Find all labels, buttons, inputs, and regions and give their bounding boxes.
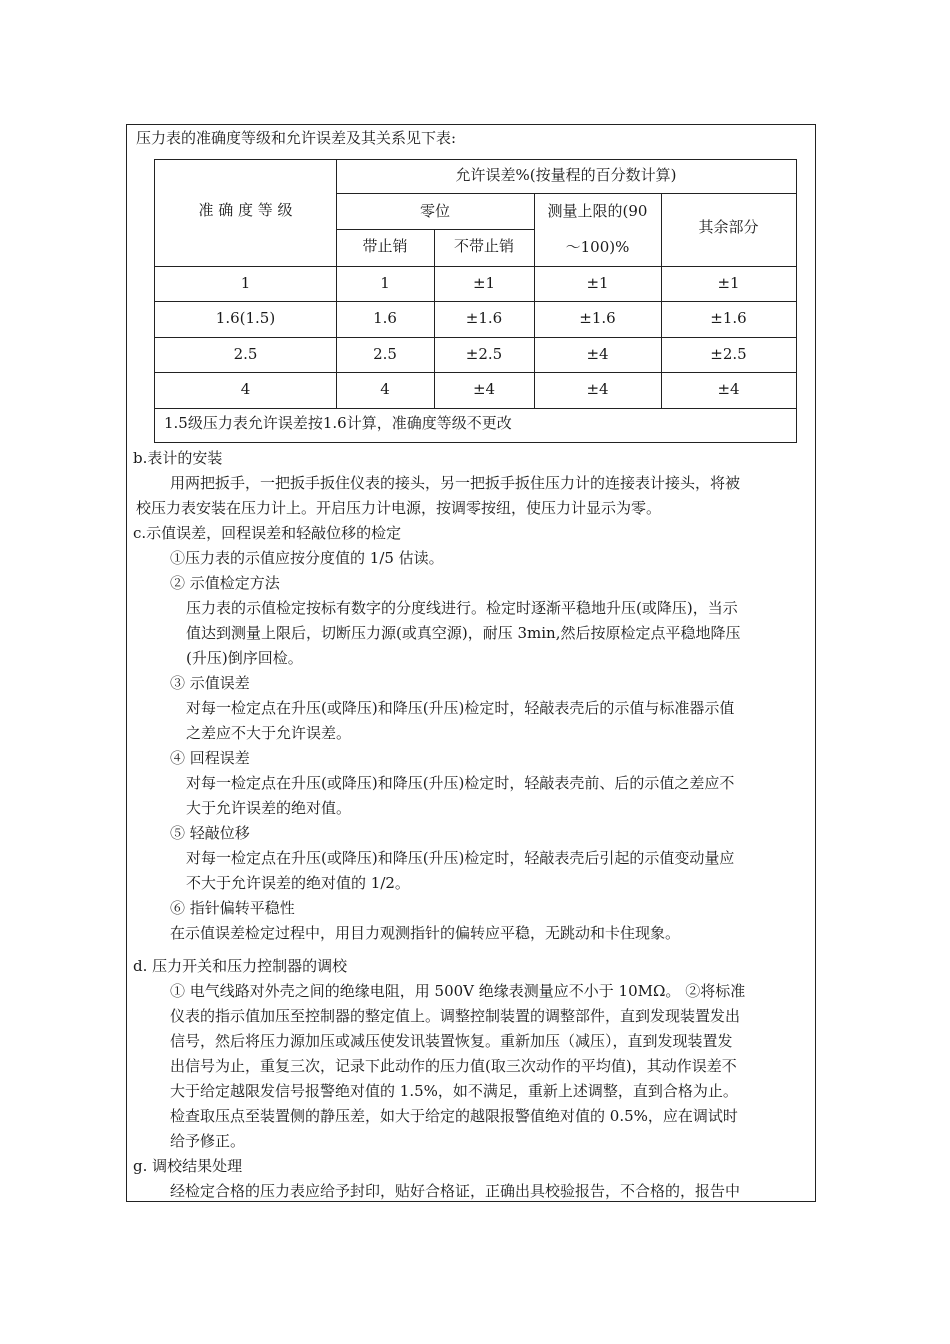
table-cell: ±2.5 <box>465 345 503 363</box>
body-text: 校压力表安装在压力计上。开启压力计电源，按调零按纽，使压力计显示为零。 <box>136 499 662 517</box>
table-cell: 1.6 <box>373 309 397 327</box>
header-rest: 其余部分 <box>698 218 759 236</box>
body-text: 不大于允许误差的绝对值的 1/2。 <box>186 874 410 892</box>
body-text: 大于允许误差的绝对值。 <box>186 799 352 817</box>
table-intro: 压力表的准确度等级和允许误差及其关系见下表: <box>136 129 457 147</box>
body-text: 出信号为止，重复三次，记录下此动作的压力值(取三次动作的平均值)，其动作误差不 <box>170 1057 737 1075</box>
item-heading: ② 示值检定方法 <box>170 574 280 592</box>
body-text: 给予修正。 <box>170 1132 246 1150</box>
header-without-pin: 不带止销 <box>453 237 514 255</box>
item-heading: ⑤ 轻敲位移 <box>170 824 250 842</box>
table-cell: 1 <box>240 274 251 292</box>
body-text: 对每一检定点在升压(或降压)和降压(升压)检定时，轻敲表壳前、后的示值之差应不 <box>186 774 735 792</box>
table-cell: 1 <box>380 274 390 292</box>
table-cell: ±1 <box>472 274 496 292</box>
item-heading: ④ 回程误差 <box>170 749 250 767</box>
item-heading: ⑥ 指针偏转平稳性 <box>170 899 295 917</box>
accuracy-table <box>154 159 797 443</box>
item-heading: ①压力表的示值应按分度值的 1/5 估读。 <box>170 549 444 567</box>
table-cell: ±4 <box>717 380 740 398</box>
item-heading: ③ 示值误差 <box>170 674 250 692</box>
table-note: 1.5级压力表允许误差按1.6计算，准确度等级不更改 <box>164 414 512 432</box>
section-c-title: c.示值误差，回程误差和轻敲位移的检定 <box>133 524 402 542</box>
body-text: 之差应不大于允许误差。 <box>186 724 352 742</box>
body-text: (升压)倒序回检。 <box>186 649 303 667</box>
header-grade: 准 确 度 等 级 <box>198 201 293 219</box>
section-b-title: b.表计的安装 <box>133 449 223 467</box>
table-cell: ±4 <box>586 380 609 398</box>
header-upper-line2: ～100)% <box>565 238 630 256</box>
section-d-title: d. 压力开关和压力控制器的调校 <box>133 957 348 975</box>
header-with-pin: 带止销 <box>362 237 408 255</box>
table-cell: 4 <box>380 380 390 398</box>
body-text: 大于给定越限发信号报警绝对值的 1.5%，如不满足，重新上述调整，直到合格为止。 <box>170 1082 738 1100</box>
table-cell: ±4 <box>586 345 609 363</box>
section-g-title: g. 调校结果处理 <box>133 1157 243 1175</box>
body-text: 经检定合格的压力表应给予封印，贴好合格证，正确出具校验报告，不合格的，报告中 <box>170 1182 741 1200</box>
table-cell: ±1.6 <box>710 309 747 327</box>
table-cell: ±2.5 <box>710 345 747 363</box>
table-cell: 4 <box>240 380 251 398</box>
body-text: 在示值误差检定过程中，用目力观测指针的偏转应平稳，无跳动和卡住现象。 <box>170 924 681 942</box>
header-upper-line1: 测量上限的(90 <box>547 202 648 220</box>
table-cell: 1.6(1.5) <box>215 309 276 327</box>
table-cell: ±1 <box>586 274 609 292</box>
table-cell: ±1.6 <box>579 309 616 327</box>
body-text: ① 电气线路对外壳之间的绝缘电阻，用 500V 绝缘表测量应不小于 10MΩ。 ②将标准 <box>170 982 746 1000</box>
header-allowed-error: 允许误差%(按量程的百分数计算) <box>455 166 677 184</box>
table-cell: ±1 <box>717 274 740 292</box>
body-text: 仪表的指示值加压至控制器的整定值上。调整控制装置的调整部件，直到发现装置发出 <box>170 1007 741 1025</box>
header-zero: 零位 <box>419 202 450 220</box>
table-cell: ±4 <box>472 380 496 398</box>
body-text: 值达到测量上限后，切断压力源(或真空源)，耐压 3min,然后按原检定点平稳地降压 <box>186 624 741 642</box>
body-text: 用两把扳手，一把扳手扳住仪表的接头，另一把扳手扳住压力计的连接表计接头，将被 <box>170 474 741 492</box>
body-text: 检查取压点至装置侧的静压差，如大于给定的越限报警值绝对值的 0.5%，应在调试时 <box>170 1107 738 1125</box>
body-text: 对每一检定点在升压(或降压)和降压(升压)检定时，轻敲表壳后的示值与标准器示值 <box>186 699 735 717</box>
body-text: 信号，然后将压力源加压或减压使发讯装置恢复。重新加压（减压），直到发现装置发 <box>170 1032 733 1050</box>
table-cell: 2.5 <box>373 345 397 363</box>
body-text: 压力表的示值检定按标有数字的分度线进行。检定时逐渐平稳地升压(或降压)，当示 <box>186 599 738 617</box>
table-cell: ±1.6 <box>465 309 503 327</box>
table-cell: 2.5 <box>233 345 258 363</box>
body-text: 对每一检定点在升压(或降压)和降压(升压)检定时，轻敲表壳后引起的示值变动量应 <box>186 849 735 867</box>
